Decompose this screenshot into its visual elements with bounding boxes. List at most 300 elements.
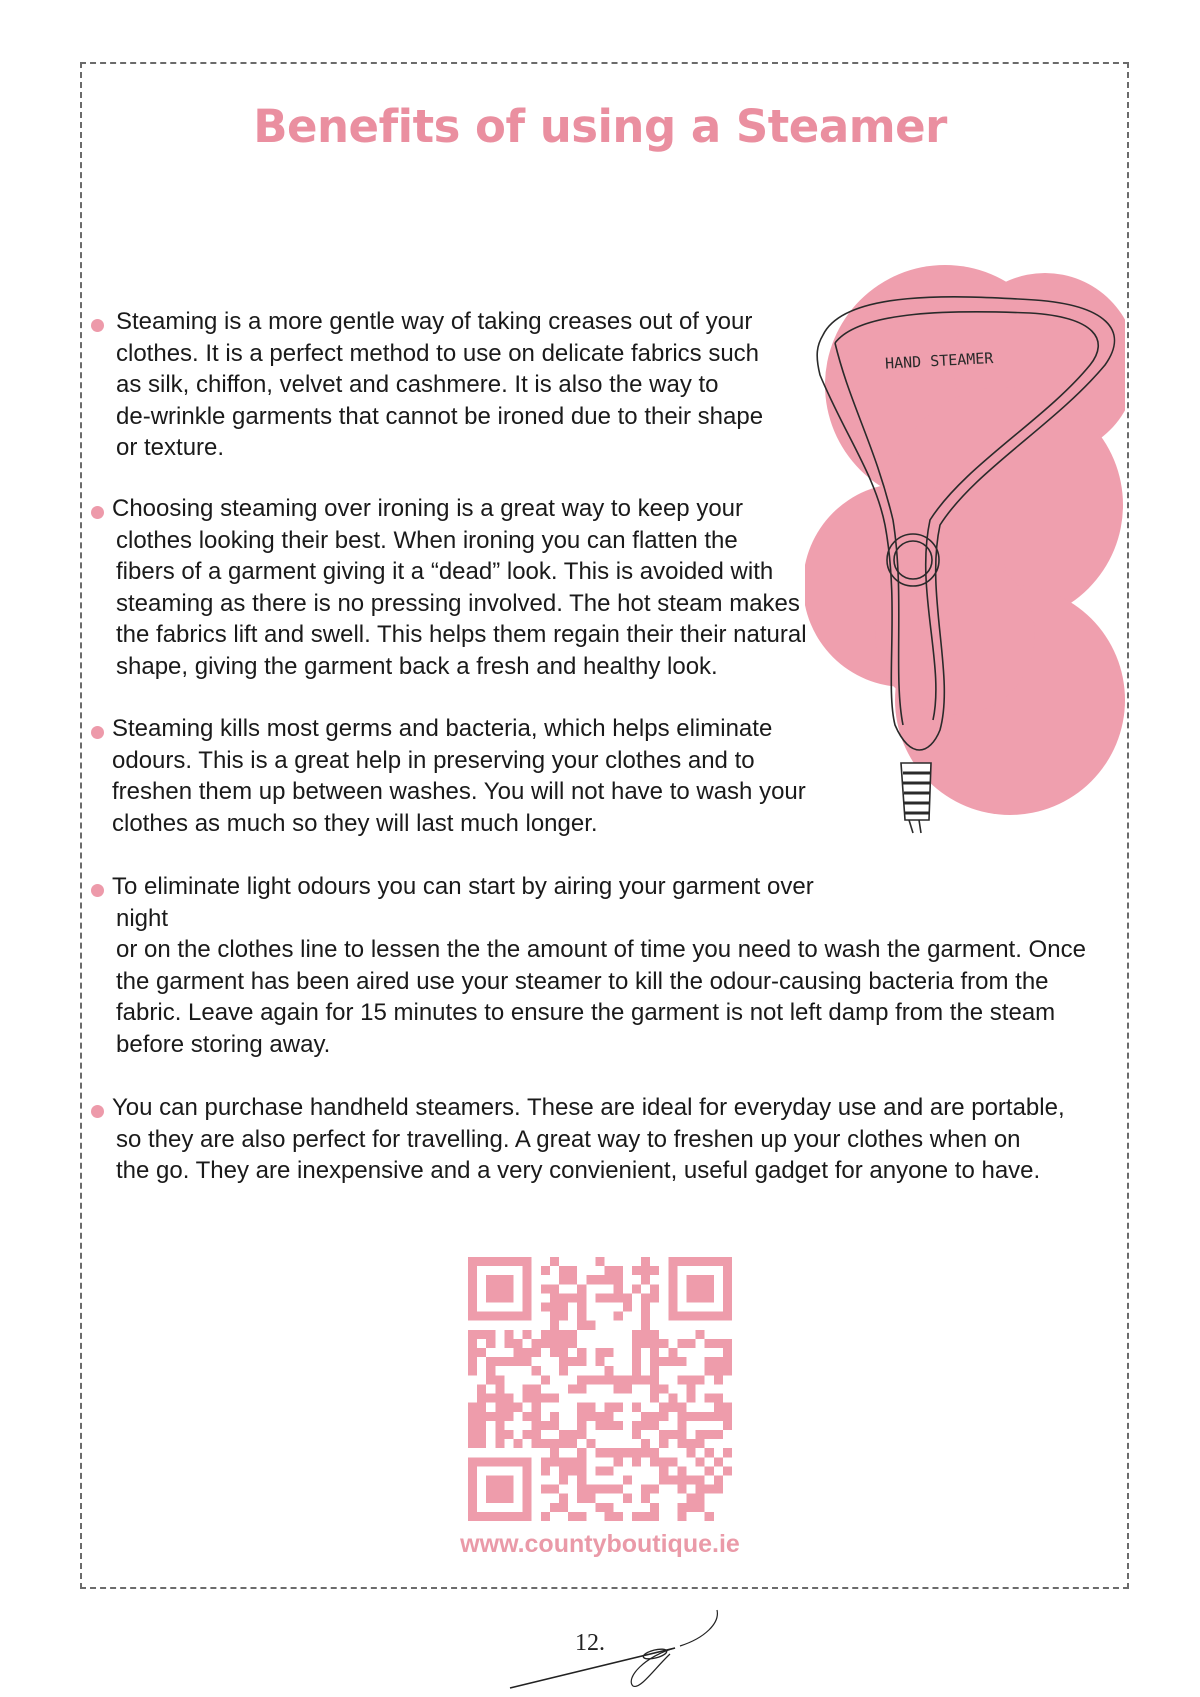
qr-module [677,1466,686,1475]
qr-module [468,1412,477,1421]
qr-module [641,1257,650,1266]
qr-module [468,1357,477,1366]
qr-module [495,1403,504,1412]
qr-module [468,1366,477,1375]
qr-module [595,1357,604,1366]
qr-module [696,1494,705,1503]
qr-module [686,1503,695,1512]
qr-module [623,1384,632,1393]
qr-module [668,1348,677,1357]
qr-module [559,1312,568,1321]
bullet-paragraph-5 [112,1092,1065,1187]
qr-module [641,1439,650,1448]
qr-module [486,1375,495,1384]
qr-module [650,1284,659,1293]
qr-module [486,1412,495,1421]
bullet-icon [91,1105,104,1118]
qr-module [668,1430,677,1439]
qr-module [468,1430,477,1439]
qr-module [514,1439,523,1448]
qr-module [541,1485,550,1494]
qr-module [486,1339,495,1348]
qr-module [532,1439,541,1448]
qr-module [714,1412,723,1421]
qr-module [541,1466,550,1475]
qr-module [605,1366,614,1375]
qr-module [550,1303,559,1312]
text-line: night [116,904,169,932]
qr-module [468,1257,532,1266]
qr-module [632,1512,641,1521]
qr-module [632,1457,641,1466]
qr-module [714,1339,723,1348]
text-line: de-wrinkle garments that cannot be ironed due to their shape [116,402,764,430]
bullet-paragraph-4 [112,871,1086,1061]
qr-module [586,1321,595,1330]
qr-module [641,1339,650,1348]
qr-module [696,1330,705,1339]
qr-module [686,1439,695,1448]
qr-module [723,1403,732,1412]
qr-module [696,1375,705,1384]
qr-module [668,1394,677,1403]
hand-steamer-illustration [805,255,1125,845]
qr-module [605,1448,614,1457]
qr-module [559,1503,568,1512]
qr-module [477,1330,486,1339]
qr-module [504,1412,513,1421]
qr-module [677,1503,686,1512]
qr-module [614,1421,623,1430]
qr-module [623,1303,632,1312]
qr-module [550,1293,559,1302]
qr-module [586,1403,595,1412]
qr-module [686,1448,695,1457]
qr-module [641,1375,650,1384]
qr-module [623,1475,632,1484]
qr-module [559,1339,568,1348]
text-line: clothes. It is a perfect method to use on delicate fabrics such [116,339,760,367]
qr-module [568,1357,577,1366]
qr-module [595,1375,604,1384]
qr-module [677,1403,686,1412]
qr-module [559,1357,568,1366]
qr-module [468,1439,477,1448]
qr-module [586,1412,595,1421]
text-line: or on the clothes line to lessen the the amount of time you need to wash the garment. Once [116,936,1086,964]
qr-module [605,1275,614,1284]
qr-module [559,1430,568,1439]
qr-module [632,1330,641,1339]
qr-module [641,1321,650,1330]
qr-module [659,1412,668,1421]
qr-module [468,1457,477,1521]
qr-module [550,1284,559,1293]
qr-module [723,1339,732,1348]
qr-module [723,1357,732,1366]
page-number: 12. [575,1630,605,1656]
qr-module [577,1494,586,1503]
qr-module [614,1384,623,1393]
qr-module [486,1275,513,1302]
qr-module [686,1412,695,1421]
text-line: or texture. [116,434,225,462]
qr-module [532,1366,541,1375]
qr-module [532,1403,541,1412]
qr-module [477,1412,486,1421]
qr-module [632,1284,641,1293]
qr-module [568,1457,577,1466]
qr-module [668,1403,677,1412]
qr-module [568,1339,577,1348]
qr-module [586,1494,595,1503]
qr-module [605,1348,614,1357]
qr-module [541,1284,550,1293]
qr-module [577,1457,586,1466]
qr-module [504,1357,513,1366]
qr-module [577,1512,586,1521]
qr-module [595,1412,604,1421]
qr-module [486,1366,495,1375]
illustration-label: HAND STEAMER [884,349,994,373]
qr-module [614,1448,623,1457]
text-line: clothes looking their best. When ironing you can flatten the [116,526,738,554]
qr-module [477,1430,486,1439]
qr-module [559,1348,568,1357]
qr-module [641,1303,650,1312]
qr-module [723,1448,732,1457]
qr-module [605,1485,614,1494]
qr-module [541,1375,550,1384]
qr-module [568,1384,577,1393]
text-line: Steaming is a more gentle way of taking creases out of your [116,308,753,335]
qr-module [650,1412,659,1421]
qr-module [550,1439,559,1448]
qr-module [641,1494,650,1503]
qr-module [686,1384,695,1393]
qr-module [623,1293,632,1302]
qr-module [559,1275,568,1284]
qr-module [686,1375,695,1384]
qr-module [705,1394,714,1403]
bullet-paragraph-2 [112,493,807,683]
qr-module [468,1512,532,1521]
qr-module [495,1421,504,1430]
qr-module [650,1485,659,1494]
qr-module [559,1266,568,1275]
qr-module [641,1448,650,1457]
qr-module [568,1275,577,1284]
qr-module [705,1448,714,1457]
qr-module [659,1403,668,1412]
qr-module [504,1394,513,1403]
qr-module [723,1466,732,1475]
qr-module [641,1266,650,1275]
text-line: shape, giving the garment back a fresh and healthy look. [116,652,718,680]
qr-module [696,1485,705,1494]
qr-module [514,1403,523,1412]
qr-module [714,1366,723,1375]
qr-module [486,1475,513,1502]
bullet-icon [91,884,104,897]
qr-module [577,1375,586,1384]
qr-module [641,1275,650,1284]
qr-module [686,1394,695,1403]
qr-module [550,1421,559,1430]
qr-module [532,1384,541,1393]
qr-module [632,1430,641,1439]
qr-module [614,1403,623,1412]
text-line: Steaming kills most germs and bacteria, which helps eliminate [112,715,773,742]
qr-module [723,1257,732,1321]
qr-module [523,1348,532,1357]
qr-module [650,1375,659,1384]
qr-module [659,1384,668,1393]
qr-module [495,1375,504,1384]
qr-module [705,1512,714,1521]
qr-module [668,1457,677,1466]
qr-code[interactable] [468,1257,732,1521]
qr-module [477,1394,486,1403]
qr-module [605,1375,614,1384]
qr-module [577,1321,586,1330]
qr-module [495,1412,504,1421]
qr-module [568,1439,577,1448]
qr-module [468,1330,477,1339]
qr-module [468,1312,532,1321]
qr-module [559,1366,568,1375]
qr-module [677,1512,686,1521]
text-line: fibers of a garment giving it a “dead” look. This is avoided with [116,558,774,586]
bullet-paragraph-3 [112,713,806,839]
qr-module [650,1503,659,1512]
qr-module [650,1457,659,1466]
qr-module [577,1466,586,1475]
qr-module [514,1357,523,1366]
qr-module [632,1375,641,1384]
qr-module [650,1348,659,1357]
qr-module [486,1330,495,1339]
qr-module [614,1312,623,1321]
qr-module [677,1485,686,1494]
qr-module [468,1257,477,1321]
qr-module [577,1384,586,1393]
qr-module [477,1403,486,1412]
qr-module [504,1330,513,1339]
qr-module [714,1457,723,1466]
qr-module [477,1421,486,1430]
qr-module [568,1266,577,1275]
text-line: steaming as there is no pressing involved. The hot steam makes [116,589,800,617]
qr-module [641,1485,650,1494]
qr-module [723,1412,732,1421]
qr-module [595,1485,604,1494]
qr-module [523,1384,532,1393]
qr-module [477,1384,486,1393]
qr-module [514,1339,523,1348]
text-line: To eliminate light odours you can start by airing your garment over [112,873,814,900]
qr-module [677,1357,686,1366]
qr-module [641,1312,650,1321]
text-line: the fabrics lift and swell. This helps them regain their their natural [116,621,807,649]
qr-module [677,1412,686,1421]
qr-module [568,1466,577,1475]
qr-module [586,1485,595,1494]
qr-module [577,1485,586,1494]
text-line: freshen them up between washes. You will not have to wash your [112,778,806,806]
qr-module [577,1475,586,1484]
qr-module [532,1412,541,1421]
bullet-icon [91,319,104,332]
qr-module [559,1457,568,1466]
qr-module [668,1357,677,1366]
qr-module [568,1330,577,1339]
qr-module [559,1303,568,1312]
qr-module [495,1394,504,1403]
qr-module [577,1284,586,1293]
qr-module [686,1475,695,1484]
qr-module [705,1357,714,1366]
qr-module [468,1339,477,1348]
text-line: clothes as much so they will last much longer. [112,809,598,837]
qr-module [650,1394,659,1403]
qr-module [550,1448,559,1457]
qr-module [523,1257,532,1321]
needle-and-thread-icon [505,1608,725,1693]
text-line: as silk, chiffon, velvet and cashmere. It is also the way to [116,371,719,399]
qr-module [541,1266,550,1275]
qr-module [714,1403,723,1412]
qr-module [714,1357,723,1366]
qr-module [650,1330,659,1339]
qr-module [641,1412,650,1421]
qr-module [650,1339,659,1348]
qr-module [550,1348,559,1357]
qr-module [468,1421,477,1430]
qr-module [550,1503,559,1512]
qr-module [614,1512,623,1521]
qr-module [468,1348,477,1357]
qr-module [550,1485,559,1494]
website-url[interactable]: www.countyboutique.ie [460,1530,740,1558]
qr-module [550,1330,559,1339]
qr-module [577,1293,586,1302]
qr-module [577,1403,586,1412]
qr-module [559,1439,568,1448]
qr-module [659,1475,668,1484]
qr-module [586,1375,595,1384]
qr-module [614,1293,623,1302]
qr-module [641,1293,650,1302]
qr-module [614,1266,623,1275]
qr-module [523,1457,532,1521]
qr-module [632,1266,641,1275]
qr-module [504,1403,513,1412]
qr-module [650,1384,659,1393]
qr-module [686,1339,695,1348]
qr-module [623,1375,632,1384]
qr-module [568,1512,577,1521]
qr-module [541,1457,550,1466]
qr-module [532,1421,541,1430]
qr-module [595,1348,604,1357]
qr-module [550,1321,559,1330]
qr-module [686,1275,713,1302]
qr-module [486,1394,495,1403]
qr-module [650,1421,659,1430]
qr-module [577,1412,586,1421]
qr-module [605,1503,614,1512]
qr-module [577,1430,586,1439]
qr-module [468,1457,532,1466]
qr-module [623,1494,632,1503]
qr-module [523,1357,532,1366]
qr-module [586,1275,595,1284]
qr-module [532,1430,541,1439]
qr-module [659,1439,668,1448]
qr-module [532,1348,541,1357]
qr-module [650,1266,659,1275]
qr-module [605,1466,614,1475]
qr-module [659,1466,668,1475]
qr-module [696,1430,705,1439]
qr-module [659,1457,668,1466]
qr-module [650,1366,659,1375]
qr-module [659,1357,668,1366]
qr-module [714,1394,723,1403]
qr-module [614,1457,623,1466]
qr-module [641,1421,650,1430]
qr-module [559,1293,568,1302]
qr-module [577,1312,586,1321]
text-line: so they are also perfect for travelling. A great way to freshen up your clothes when on [116,1125,1021,1153]
qr-module [668,1257,677,1321]
qr-module [714,1475,723,1484]
qr-module [595,1503,604,1512]
qr-module [504,1430,513,1439]
qr-module [614,1275,623,1284]
qr-module [532,1339,541,1348]
qr-module [595,1466,604,1475]
qr-module [714,1375,723,1384]
qr-module [595,1421,604,1430]
qr-module [541,1303,550,1312]
bullet-icon [91,726,104,739]
qr-module [595,1293,604,1302]
qr-module [559,1475,568,1484]
qr-module [577,1357,586,1366]
qr-module [696,1412,705,1421]
qr-module [595,1275,604,1284]
qr-module [650,1357,659,1366]
qr-module [495,1384,504,1393]
qr-module [605,1403,614,1412]
qr-module [668,1475,677,1484]
text-line: the go. They are inexpensive and a very convienient, useful gadget for anyone to have. [116,1157,1041,1185]
qr-module [495,1439,504,1448]
qr-module [541,1339,550,1348]
qr-module [686,1494,695,1503]
text-line: odours. This is a great help in preserving your clothes and to [112,746,755,774]
qr-module [641,1330,650,1339]
qr-module [586,1439,595,1448]
qr-module [504,1339,513,1348]
qr-module [714,1485,723,1494]
qr-module [541,1439,550,1448]
qr-module [523,1412,532,1421]
text-line: the garment has been aired use your steamer to kill the odour-causing bacteria from the [116,967,1049,995]
text-line: before storing away. [116,1030,331,1058]
